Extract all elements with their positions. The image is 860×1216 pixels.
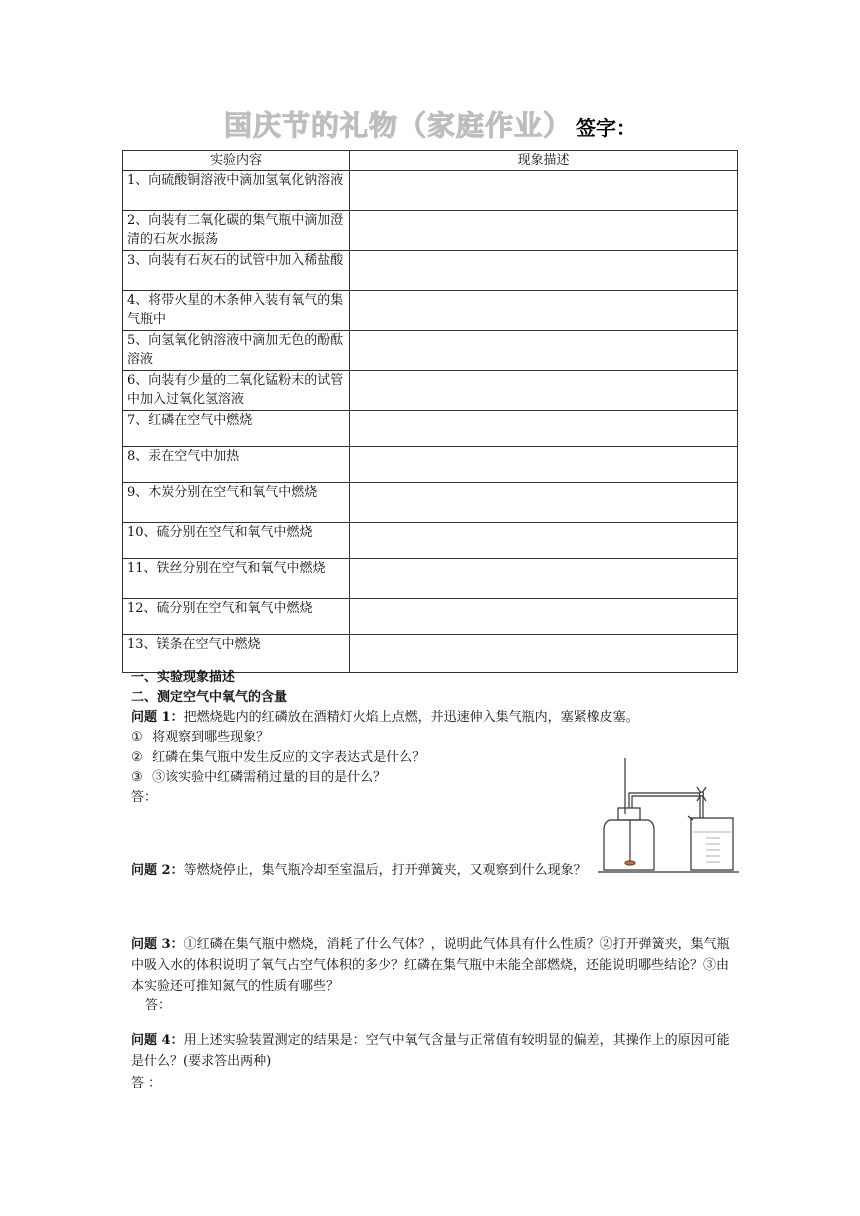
question-4 (131, 1030, 731, 1072)
row-observation[interactable] (350, 447, 738, 483)
table-row (123, 371, 738, 411)
row-content: 13、镁条在空气中燃烧 (123, 635, 350, 673)
row-observation[interactable] (350, 411, 738, 447)
row-content: 7、红磷在空气中燃烧 (123, 411, 350, 447)
question-2 (131, 860, 591, 882)
header-content: 实验内容 (123, 151, 350, 171)
table-row (123, 447, 738, 483)
row-content: 8、汞在空气中加热 (123, 447, 350, 483)
row-observation[interactable] (350, 251, 738, 291)
row-content: 12、硫分别在空气和氧气中燃烧 (123, 599, 350, 635)
table-row (123, 599, 738, 635)
row-content: 4、将带火星的木条伸入装有氧气的集气瓶中 (123, 291, 350, 331)
oxygen-apparatus-diagram (596, 756, 741, 874)
table-row (123, 291, 738, 331)
row-observation[interactable] (350, 635, 738, 673)
answer-label: 答： (145, 998, 172, 1013)
row-content: 10、硫分别在空气和氧气中燃烧 (123, 523, 350, 559)
item-marker: ③ (131, 770, 143, 785)
table-row (123, 559, 738, 599)
row-content: 5、向氢氧化钠溶液中滴加无色的酚酞溶液 (123, 331, 350, 371)
row-content: 3、向装有石灰石的试管中加入稀盐酸 (123, 251, 350, 291)
question-3 (131, 934, 731, 997)
table-row (123, 211, 738, 251)
item-marker: ① (131, 730, 143, 745)
row-observation[interactable] (350, 599, 738, 635)
row-content: 9、木炭分别在空气和氧气中燃烧 (123, 483, 350, 523)
row-observation[interactable] (350, 211, 738, 251)
question-label: 问题 3： (131, 937, 184, 952)
table-header-row (123, 151, 738, 171)
table-row (123, 251, 738, 291)
row-content: 6、向装有少量的二氧化锰粉末的试管中加入过氧化氢溶液 (123, 371, 350, 411)
header-observation: 现象描述 (350, 151, 738, 171)
question-text: 用上述实验装置测定的结果是：空气中氧气含量与正常值有较明显的偏差，其操作上的原因可能是什么？(要求答出两种) (131, 1033, 730, 1069)
table-row (123, 171, 738, 211)
row-observation[interactable] (350, 291, 738, 331)
row-content: 2、向装有二氧化碳的集气瓶中滴加澄清的石灰水振荡 (123, 211, 350, 251)
section-heading-2: 二、测定空气中氧气的含量 (131, 690, 288, 705)
table-row (123, 411, 738, 447)
section-heading-1: 一、实验现象描述 (131, 670, 236, 685)
row-observation[interactable] (350, 523, 738, 559)
sign-label: 签字： (576, 116, 636, 140)
row-content: 11、铁丝分别在空气和氧气中燃烧 (123, 559, 350, 599)
page-title (0, 104, 860, 144)
title-text: 国庆节的礼物（家庭作业） (223, 109, 572, 142)
item-text: 红磷在集气瓶中发生反应的文字表达式是什么？ (152, 750, 426, 765)
table-row (123, 483, 738, 523)
row-observation[interactable] (350, 559, 738, 599)
table-row (123, 635, 738, 673)
question-label: 问题 4： (131, 1033, 184, 1048)
row-observation[interactable] (350, 371, 738, 411)
question-text: ①红磷在集气瓶中燃烧，消耗了什么气体？，说明此气体具有什么性质？②打开弹簧夹，集气瓶中吸入水的体积说明了氧气占空气体积的多少？红磷在集气瓶中未能全部燃烧，还能说明哪些结论？③由本实验还可推知氮气的性质有哪些？ (131, 937, 730, 994)
row-observation[interactable] (350, 331, 738, 371)
list-item (131, 728, 731, 748)
row-content: 1、向硫酸铜溶液中滴加氢氧化钠溶液 (123, 171, 350, 211)
question-text: 把燃烧匙内的红磷放在酒精灯火焰上点燃，并迅速伸入集气瓶内，塞紧橡皮塞。 (183, 710, 639, 725)
answer-label: 答 ： (131, 1076, 162, 1091)
question-label: 问题 2： (131, 863, 184, 878)
item-text: 将观察到哪些现象？ (152, 730, 270, 745)
answer-label: 答： (131, 790, 158, 805)
question-label: 问题 1： (131, 710, 184, 725)
row-observation[interactable] (350, 171, 738, 211)
row-observation[interactable] (350, 483, 738, 523)
question-text: 等燃烧停止，集气瓶冷却至室温后，打开弹簧夹，又观察到什么现象？ (183, 863, 587, 878)
table-row (123, 523, 738, 559)
table-row (123, 331, 738, 371)
item-text: ③该实验中红磷需稍过量的目的是什么？ (152, 770, 387, 785)
experiment-table (122, 150, 738, 673)
item-marker: ② (131, 750, 143, 765)
